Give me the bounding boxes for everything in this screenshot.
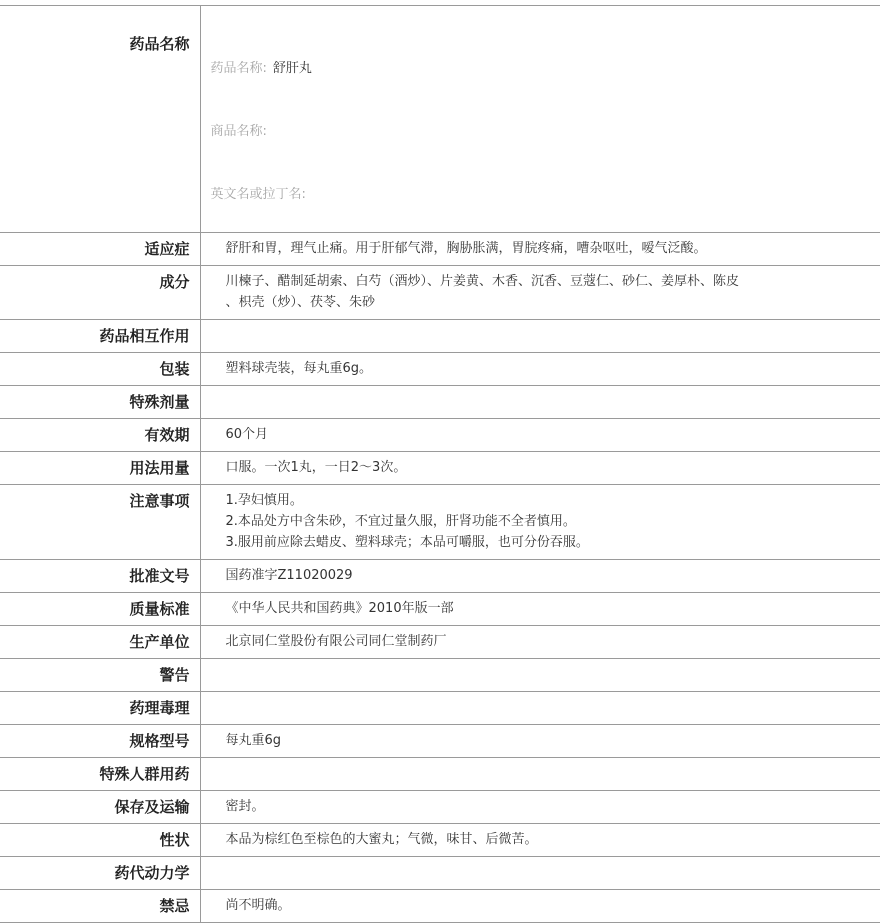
row-label-manufacturer: 生产单位 xyxy=(0,626,200,659)
row-label-pharmacology: 药理毒理 xyxy=(0,692,200,725)
drug-spec-table xyxy=(0,5,880,923)
row-value-ingredients: 川楝子、醋制延胡索、白芍（酒炒）、片姜黄、木香、沉香、豆蔻仁、砂仁、姜厚朴、陈皮 、枳壳（炒）、茯苓、朱砂 xyxy=(200,266,880,320)
row-label-specification: 规格型号 xyxy=(0,725,200,758)
row-label-precautions: 注意事项 xyxy=(0,485,200,560)
row-pharmacokinetics xyxy=(0,857,880,890)
row-special-dosage xyxy=(0,386,880,419)
row-label-approval-number: 批准文号 xyxy=(0,560,200,593)
row-label-ingredients: 成分 xyxy=(0,266,200,320)
row-value-appearance: 本品为棕红色至棕色的大蜜丸；气微，味甘、后微苦。 xyxy=(200,824,880,857)
row-drug-names xyxy=(0,6,880,233)
row-interactions xyxy=(0,320,880,353)
row-label-special-populations: 特殊人群用药 xyxy=(0,758,200,791)
row-label-shelf-life: 有效期 xyxy=(0,419,200,452)
row-value-warning xyxy=(200,659,880,692)
english-name-line xyxy=(211,163,871,205)
row-precautions xyxy=(0,485,880,560)
row-appearance xyxy=(0,824,880,857)
row-indications xyxy=(0,233,880,266)
row-pharmacology xyxy=(0,692,880,725)
row-label-packaging: 包装 xyxy=(0,353,200,386)
row-value-manufacturer: 北京同仁堂股份有限公司同仁堂制药厂 xyxy=(200,626,880,659)
row-value-dosage: 口服。一次1丸，一日2～3次。 xyxy=(200,452,880,485)
row-value-packaging: 塑料球壳装，每丸重6g。 xyxy=(200,353,880,386)
row-value-indications: 舒肝和胃，理气止痛。用于肝郁气滞，胸胁胀满，胃脘疼痛，嘈杂呕吐，嗳气泛酸。 xyxy=(200,233,880,266)
english-name-key: 英文名或拉丁名: xyxy=(210,187,306,202)
trade-name-line xyxy=(211,100,871,142)
row-packaging xyxy=(0,353,880,386)
row-value-quality-standard: 《中华人民共和国药典》2010年版一部 xyxy=(200,593,880,626)
row-label-pharmacokinetics: 药代动力学 xyxy=(0,857,200,890)
row-value-pharmacology xyxy=(200,692,880,725)
row-value-contraindications: 尚不明确。 xyxy=(200,890,880,923)
row-label-storage: 保存及运输 xyxy=(0,791,200,824)
row-label-warning: 警告 xyxy=(0,659,200,692)
row-label-dosage: 用法用量 xyxy=(0,452,200,485)
row-storage xyxy=(0,791,880,824)
row-value-special-populations xyxy=(200,758,880,791)
row-label-drug-names: 药品名称 xyxy=(0,6,200,233)
row-label-interactions: 药品相互作用 xyxy=(0,320,200,353)
row-label-contraindications: 禁忌 xyxy=(0,890,200,923)
row-special-populations xyxy=(0,758,880,791)
row-value-interactions xyxy=(200,320,880,353)
row-label-quality-standard: 质量标准 xyxy=(0,593,200,626)
row-value-special-dosage xyxy=(200,386,880,419)
row-value-shelf-life: 60个月 xyxy=(200,419,880,452)
generic-name-key: 药品名称: xyxy=(210,61,267,76)
drug-names-cell xyxy=(200,6,880,233)
row-label-appearance: 性状 xyxy=(0,824,200,857)
row-ingredients xyxy=(0,266,880,320)
row-warning xyxy=(0,659,880,692)
row-value-pharmacokinetics xyxy=(200,857,880,890)
row-label-indications: 适应症 xyxy=(0,233,200,266)
row-specification xyxy=(0,725,880,758)
generic-name-line xyxy=(211,37,871,79)
row-manufacturer xyxy=(0,626,880,659)
row-dosage xyxy=(0,452,880,485)
row-approval-number xyxy=(0,560,880,593)
trade-name-key: 商品名称: xyxy=(210,124,267,139)
generic-name-value: 舒肝丸 xyxy=(272,61,312,76)
row-value-storage: 密封。 xyxy=(200,791,880,824)
row-quality-standard xyxy=(0,593,880,626)
row-label-special-dosage: 特殊剂量 xyxy=(0,386,200,419)
row-value-precautions: 1.孕妇慎用。 2.本品处方中含朱砂，不宜过量久服，肝肾功能不全者慎用。 3.服用前应除去蜡皮、塑料球壳；本品可嚼服，也可分份吞服。 xyxy=(200,485,880,560)
row-contraindications xyxy=(0,890,880,923)
row-value-specification: 每丸重6g xyxy=(200,725,880,758)
row-value-approval-number: 国药准字Z11020029 xyxy=(200,560,880,593)
row-shelf-life xyxy=(0,419,880,452)
